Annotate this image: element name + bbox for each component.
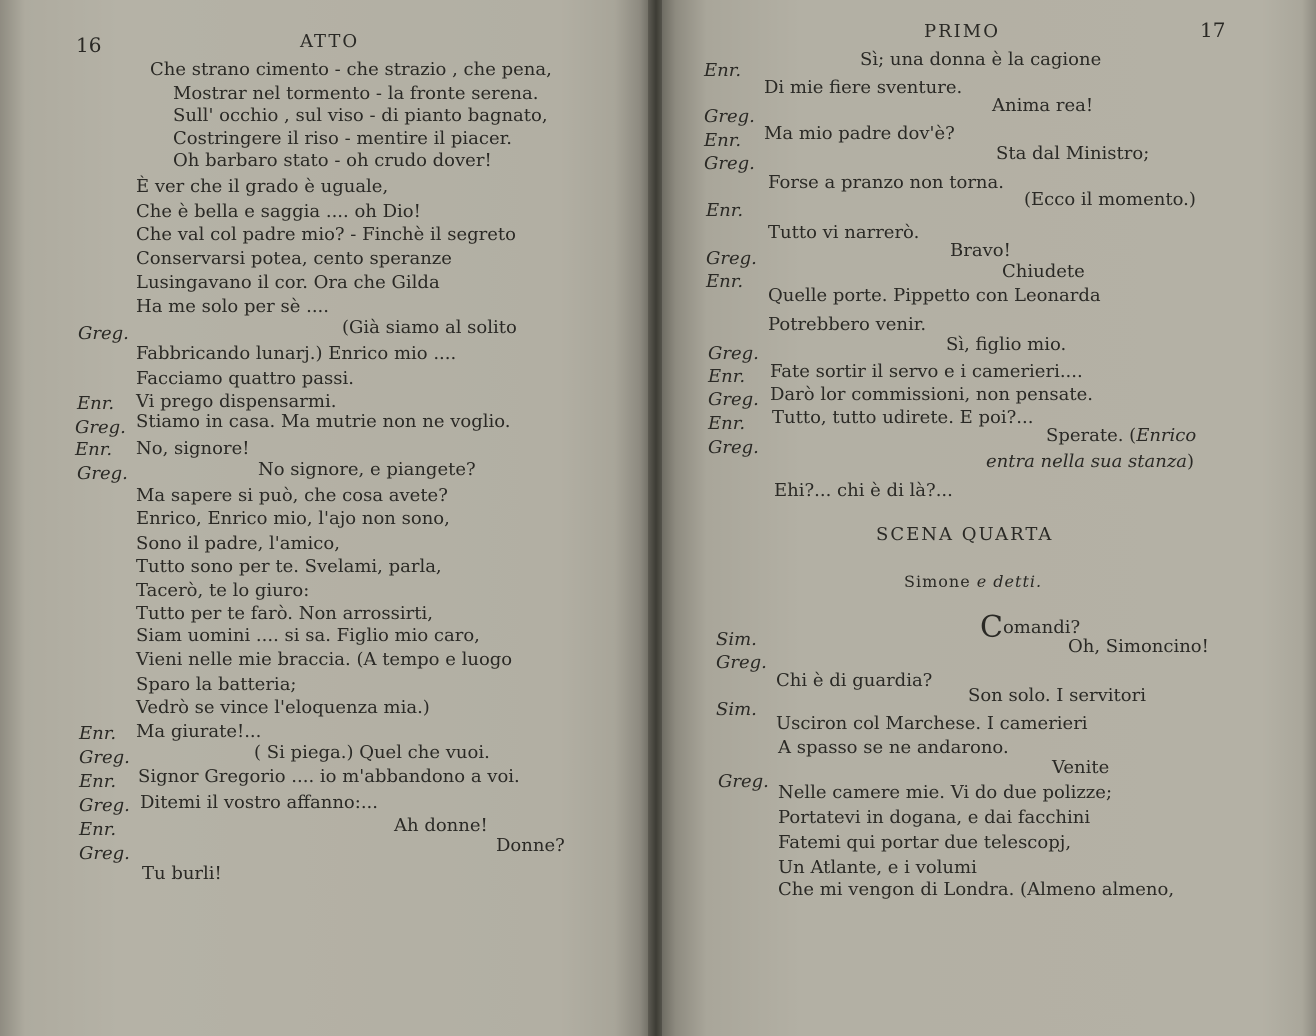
speaker-label: Enr. [706,271,744,292]
verse-line: Chiudete [1002,261,1085,282]
verse-line: Potrebbero venir. [768,314,927,335]
verse-line: Ditemi il vostro affanno:... [140,792,378,813]
speaker-label: Greg. [708,437,759,458]
verse-line: Ma giurate!... [136,721,262,742]
verse-line: Che mi vengon di Londra. (Almeno almeno, [778,879,1175,900]
verse-line: Stiamo in casa. Ma mutrie non ne voglio. [136,411,511,432]
page-number: 17 [1200,18,1226,42]
verse-line: Chi è di guardia? [776,670,933,691]
verse-line: Ehi?... chi è di là?... [774,480,953,501]
cast-list: Simone e detti. [904,572,1043,591]
verse-line: Sono il padre, l'amico, [136,533,340,554]
verse-line: Fabbricando lunarj.) Enrico mio .... [136,343,457,364]
verse-line: Fatemi qui portar due telescopj, [778,832,1072,853]
verse-line: Sparo la batteria; [136,674,297,695]
speaker-label: Enr. [75,439,113,460]
running-head: ATTO [300,31,360,52]
speaker-label: Sim. [716,629,757,650]
verse-line: Siam uomini .... si sa. Figlio mio caro, [136,625,480,646]
verse-line: Bravo! [950,240,1011,261]
verse-line: Sì; una donna è la cagione [860,49,1102,70]
verse-line: Conservarsi potea, cento speranze [136,248,452,269]
verse-line: Lusingavano il cor. Ora che Gilda [136,272,440,293]
verse-line: Son solo. I servitori [968,685,1146,706]
verse-line: Tutto sono per te. Svelami, parla, [136,556,442,577]
verse-line: Facciamo quattro passi. [136,368,354,389]
verse-line: È ver che il grado è uguale, [136,176,389,197]
verse-line: Portatevi in dogana, e dai facchini [778,807,1091,828]
scene-title: SCENA QUARTA [876,524,1054,545]
speaker-label: Greg. [704,106,755,127]
speaker-label: Enr. [706,200,744,221]
speaker-label: Greg. [708,343,759,364]
verse-line: Un Atlante, e i volumi [778,857,977,878]
verse-line: Oh barbaro stato - oh crudo dover! [173,150,492,171]
verse-line: Sta dal Ministro; [996,143,1150,164]
verse-line: Tutto, tutto udirete. E poi?... [772,407,1034,428]
verse-line: Tacerò, te lo giuro: [136,580,310,601]
stage-direction: entra nella sua stanza) [986,451,1195,472]
verse-line: Vedrò se vince l'eloquenza mia.) [136,697,430,718]
verse-line: Sì, figlio mio. [946,334,1067,355]
verse-line: Darò lor commissioni, non pensate. [770,384,1094,405]
verse-line: No signore, e piangete? [258,459,476,480]
speaker-label: Enr. [704,60,742,81]
page-number: 16 [76,33,102,57]
verse-line: (Ecco il momento.) [1024,189,1196,210]
verse-line: No, signore! [136,438,250,459]
verse-line: Donne? [496,835,565,856]
speaker-label: Enr. [77,393,115,414]
verse-line: Venite [1052,757,1110,778]
speaker-label: Enr. [79,819,117,840]
speaker-label: Greg. [704,153,755,174]
speaker-label: Enr. [79,771,117,792]
verse-line: Usciron col Marchese. I camerieri [776,713,1088,734]
verse-line: Vieni nelle mie braccia. (A tempo e luogo [136,649,513,670]
verse-line: Enrico, Enrico mio, l'ajo non sono, [136,508,450,529]
speaker-label: Greg. [708,389,759,410]
speaker-label: Greg. [79,795,130,816]
verse-line: Che è bella e saggia .... oh Dio! [136,201,421,222]
verse-line: Quelle porte. Pippetto con Leonarda [768,285,1101,306]
speaker-label: Greg. [77,463,128,484]
verse-line: Tu burli! [142,863,222,884]
stage-direction: Sperate. (Enrico [1046,425,1197,446]
verse-line: Che strano cimento - che strazio , che pena, [150,59,552,80]
verse-line: ( Si piega.) Quel che vuoi. [254,742,490,763]
verse-line: Anima rea! [992,95,1094,116]
speaker-label: Greg. [78,323,129,344]
speaker-label: Greg. [79,747,130,768]
verse-line: A spasso se ne andarono. [778,737,1009,758]
verse-line: Ha me solo per sè .... [136,296,329,317]
running-head: PRIMO [924,21,1000,42]
speaker-label: Enr. [704,130,742,151]
speaker-label: Greg. [716,652,767,673]
left-page [0,0,650,1036]
verse-line: Vi prego dispensarmi. [136,391,337,412]
verse-line: Tutto per te farò. Non arrossirti, [136,603,433,624]
verse-line: Tutto vi narrerò. [768,222,920,243]
verse-line: Costringere il riso - mentire il piacer. [173,128,512,149]
verse-line: Comandi? [980,610,1081,645]
speaker-label: Greg. [718,771,769,792]
speaker-label: Enr. [708,413,746,434]
verse-line: Oh, Simoncino! [1068,636,1209,657]
verse-line: Ah donne! [394,815,488,836]
verse-line: Di mie fiere sventure. [764,77,963,98]
verse-line: (Già siamo al solito [342,317,517,338]
verse-line: Forse a pranzo non torna. [768,172,1004,193]
verse-line: Ma mio padre dov'è? [764,123,955,144]
speaker-label: Sim. [716,699,757,720]
verse-line: Ma sapere si può, che cosa avete? [136,485,448,506]
verse-line: Che val col padre mio? - Finchè il segreto [136,224,516,245]
right-page [662,0,1316,1036]
verse-line: Nelle camere mie. Vi do due polizze; [778,782,1113,803]
verse-line: Signor Gregorio .... io m'abbandono a voi. [138,766,520,787]
speaker-label: Enr. [708,366,746,387]
verse-line: Mostrar nel tormento - la fronte serena. [173,83,539,104]
verse-line: Sull' occhio , sul viso - di pianto bagnato, [173,105,548,126]
verse-line: Fate sortir il servo e i camerieri.... [770,361,1083,382]
speaker-label: Greg. [706,248,757,269]
speaker-label: Enr. [79,723,117,744]
speaker-label: Greg. [75,417,126,438]
speaker-label: Greg. [79,843,130,864]
